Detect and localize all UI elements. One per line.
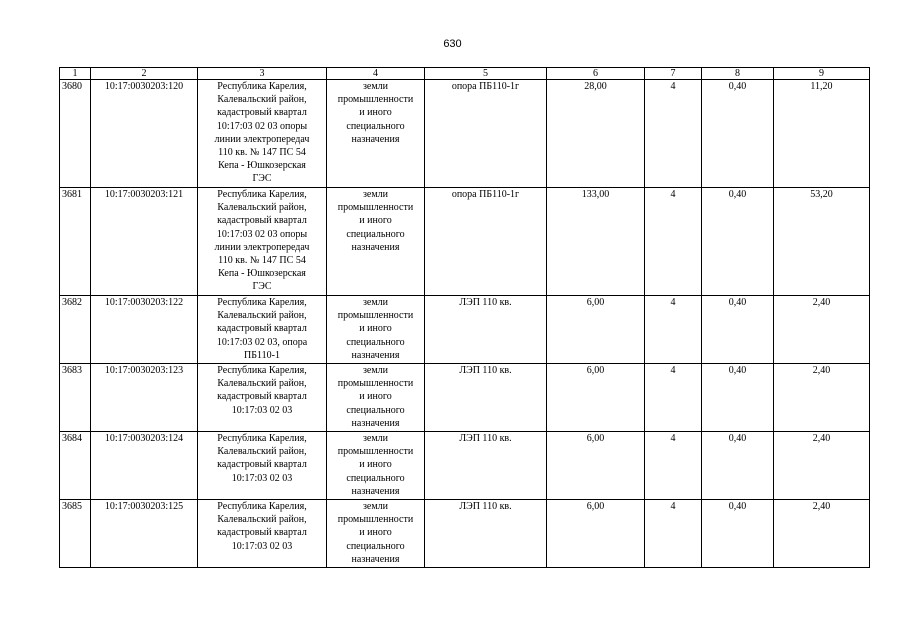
column-7-cell: 4 bbox=[645, 296, 702, 364]
column-7-cell: 4 bbox=[645, 500, 702, 568]
permitted-use-cell: опора ПБ110-1г bbox=[425, 80, 547, 188]
address-line: кадастровый квартал bbox=[217, 459, 307, 471]
table-row bbox=[60, 80, 870, 188]
address-line: Кепа - Юшкозерская bbox=[218, 160, 306, 172]
address-line: ГЭС bbox=[252, 281, 272, 293]
cadastral-number-cell: 10:17:0030203:122 bbox=[91, 296, 198, 364]
category-line: промышленности bbox=[337, 310, 414, 322]
column-7-cell: 4 bbox=[645, 80, 702, 188]
address-line: 10:17:03 02 03 bbox=[231, 540, 293, 552]
category-line: специального bbox=[346, 540, 405, 552]
category-line: и иного bbox=[359, 391, 392, 403]
land-category-cell bbox=[327, 432, 425, 500]
column-header-3: 3 bbox=[198, 68, 327, 80]
address-cell bbox=[198, 432, 327, 500]
category-line: назначения bbox=[351, 485, 400, 497]
column-header-4: 4 bbox=[327, 68, 425, 80]
category-line: специального bbox=[346, 336, 405, 348]
category-line: специального bbox=[346, 404, 405, 416]
address-line: Калевальский район, bbox=[217, 310, 307, 322]
address-line: Калевальский район, bbox=[217, 202, 307, 214]
address-line: кадастровый квартал bbox=[217, 391, 307, 403]
category-line: земли bbox=[362, 189, 389, 200]
land-category-cell bbox=[327, 364, 425, 432]
category-line: и иного bbox=[359, 107, 392, 119]
address-line: ПБ110-1 bbox=[244, 349, 280, 361]
area-cell: 6,00 bbox=[547, 364, 645, 432]
address-line: 10:17:03 02 03 bbox=[231, 472, 293, 484]
column-9-cell: 2,40 bbox=[774, 432, 870, 500]
row-number-cell: 3680 bbox=[60, 80, 91, 188]
address-line: 110 кв. № 147 ПС 54 bbox=[218, 147, 306, 159]
column-header-2: 2 bbox=[91, 68, 198, 80]
address-cell bbox=[198, 188, 327, 296]
cadastral-number-cell: 10:17:0030203:125 bbox=[91, 500, 198, 568]
cadastral-number-cell: 10:17:0030203:121 bbox=[91, 188, 198, 296]
row-number-cell: 3684 bbox=[60, 432, 91, 500]
column-9-cell: 53,20 bbox=[774, 188, 870, 296]
permitted-use-cell: ЛЭП 110 кв. bbox=[425, 296, 547, 364]
address-line: 10:17:03 02 03, опора bbox=[216, 336, 308, 348]
cadastral-number-cell: 10:17:0030203:124 bbox=[91, 432, 198, 500]
land-category-cell bbox=[327, 80, 425, 188]
address-line: Кепа - Юшкозерская bbox=[218, 268, 306, 280]
category-line: и иного bbox=[359, 459, 392, 471]
column-9-cell: 11,20 bbox=[774, 80, 870, 188]
permitted-use-cell: ЛЭП 110 кв. bbox=[425, 432, 547, 500]
category-line: и иного bbox=[359, 323, 392, 335]
category-line: назначения bbox=[351, 553, 400, 565]
address-line: кадастровый квартал bbox=[217, 215, 307, 227]
column-7-cell: 4 bbox=[645, 364, 702, 432]
column-header-8: 8 bbox=[702, 68, 774, 80]
address-line: Калевальский район, bbox=[217, 446, 307, 458]
column-header-6: 6 bbox=[547, 68, 645, 80]
address-cell bbox=[198, 296, 327, 364]
column-header-5: 5 bbox=[425, 68, 547, 80]
category-line: промышленности bbox=[337, 202, 414, 214]
land-plots-table bbox=[59, 67, 870, 568]
area-cell: 6,00 bbox=[547, 296, 645, 364]
permitted-use-cell: ЛЭП 110 кв. bbox=[425, 364, 547, 432]
column-header-7: 7 bbox=[645, 68, 702, 80]
category-line: и иного bbox=[359, 215, 392, 227]
address-line: Республика Карелия, bbox=[217, 81, 307, 92]
category-line: земли bbox=[362, 81, 389, 92]
column-8-cell: 0,40 bbox=[702, 80, 774, 188]
category-line: назначения bbox=[351, 417, 400, 429]
address-line: 10:17:03 02 03 опоры bbox=[216, 228, 308, 240]
category-line: земли bbox=[362, 365, 389, 376]
category-line: специального bbox=[346, 228, 405, 240]
address-line: Калевальский район, bbox=[217, 94, 307, 106]
row-number-cell: 3685 bbox=[60, 500, 91, 568]
column-8-cell: 0,40 bbox=[702, 500, 774, 568]
category-line: земли bbox=[362, 501, 389, 512]
address-line: кадастровый квартал bbox=[217, 107, 307, 119]
address-line: Калевальский район, bbox=[217, 378, 307, 390]
column-9-cell: 2,40 bbox=[774, 364, 870, 432]
address-line: Республика Карелия, bbox=[217, 189, 307, 200]
table-row bbox=[60, 188, 870, 296]
column-8-cell: 0,40 bbox=[702, 432, 774, 500]
address-line: Республика Карелия, bbox=[217, 365, 307, 376]
category-line: промышленности bbox=[337, 94, 414, 106]
table-row bbox=[60, 364, 870, 432]
address-line: Республика Карелия, bbox=[217, 501, 307, 512]
table-row bbox=[60, 432, 870, 500]
column-7-cell: 4 bbox=[645, 432, 702, 500]
permitted-use-cell: ЛЭП 110 кв. bbox=[425, 500, 547, 568]
land-category-cell bbox=[327, 296, 425, 364]
address-cell bbox=[198, 500, 327, 568]
address-cell bbox=[198, 80, 327, 188]
address-line: 10:17:03 02 03 опоры bbox=[216, 120, 308, 132]
column-9-cell: 2,40 bbox=[774, 500, 870, 568]
area-cell: 6,00 bbox=[547, 432, 645, 500]
column-header-1: 1 bbox=[60, 68, 91, 80]
category-line: земли bbox=[362, 433, 389, 444]
area-cell: 133,00 bbox=[547, 188, 645, 296]
table-row bbox=[60, 500, 870, 568]
category-line: промышленности bbox=[337, 378, 414, 390]
cadastral-number-cell: 10:17:0030203:123 bbox=[91, 364, 198, 432]
permitted-use-cell: опора ПБ110-1г bbox=[425, 188, 547, 296]
category-line: назначения bbox=[351, 133, 400, 145]
row-number-cell: 3683 bbox=[60, 364, 91, 432]
address-line: 10:17:03 02 03 bbox=[231, 404, 293, 416]
column-7-cell: 4 bbox=[645, 188, 702, 296]
page-number: 630 bbox=[443, 38, 462, 50]
address-line: ГЭС bbox=[252, 173, 272, 185]
category-line: промышленности bbox=[337, 446, 414, 458]
address-line: Калевальский район, bbox=[217, 514, 307, 526]
address-line: 110 кв. № 147 ПС 54 bbox=[218, 255, 306, 267]
row-number-cell: 3681 bbox=[60, 188, 91, 296]
address-line: линии электропередач bbox=[214, 133, 310, 145]
table-row bbox=[60, 296, 870, 364]
area-cell: 6,00 bbox=[547, 500, 645, 568]
area-cell: 28,00 bbox=[547, 80, 645, 188]
column-8-cell: 0,40 bbox=[702, 364, 774, 432]
category-line: земли bbox=[362, 297, 389, 308]
land-category-cell bbox=[327, 500, 425, 568]
category-line: и иного bbox=[359, 527, 392, 539]
address-line: кадастровый квартал bbox=[217, 323, 307, 335]
row-number-cell: 3682 bbox=[60, 296, 91, 364]
header-row bbox=[60, 68, 870, 80]
column-8-cell: 0,40 bbox=[702, 296, 774, 364]
category-line: промышленности bbox=[337, 514, 414, 526]
category-line: специального bbox=[346, 120, 405, 132]
column-8-cell: 0,40 bbox=[702, 188, 774, 296]
category-line: специального bbox=[346, 472, 405, 484]
address-line: Республика Карелия, bbox=[217, 297, 307, 308]
column-header-9: 9 bbox=[774, 68, 870, 80]
address-line: линии электропередач bbox=[214, 241, 310, 253]
address-line: кадастровый квартал bbox=[217, 527, 307, 539]
category-line: назначения bbox=[351, 241, 400, 253]
address-cell bbox=[198, 364, 327, 432]
column-9-cell: 2,40 bbox=[774, 296, 870, 364]
category-line: назначения bbox=[351, 349, 400, 361]
cadastral-number-cell: 10:17:0030203:120 bbox=[91, 80, 198, 188]
address-line: Республика Карелия, bbox=[217, 433, 307, 444]
land-category-cell bbox=[327, 188, 425, 296]
